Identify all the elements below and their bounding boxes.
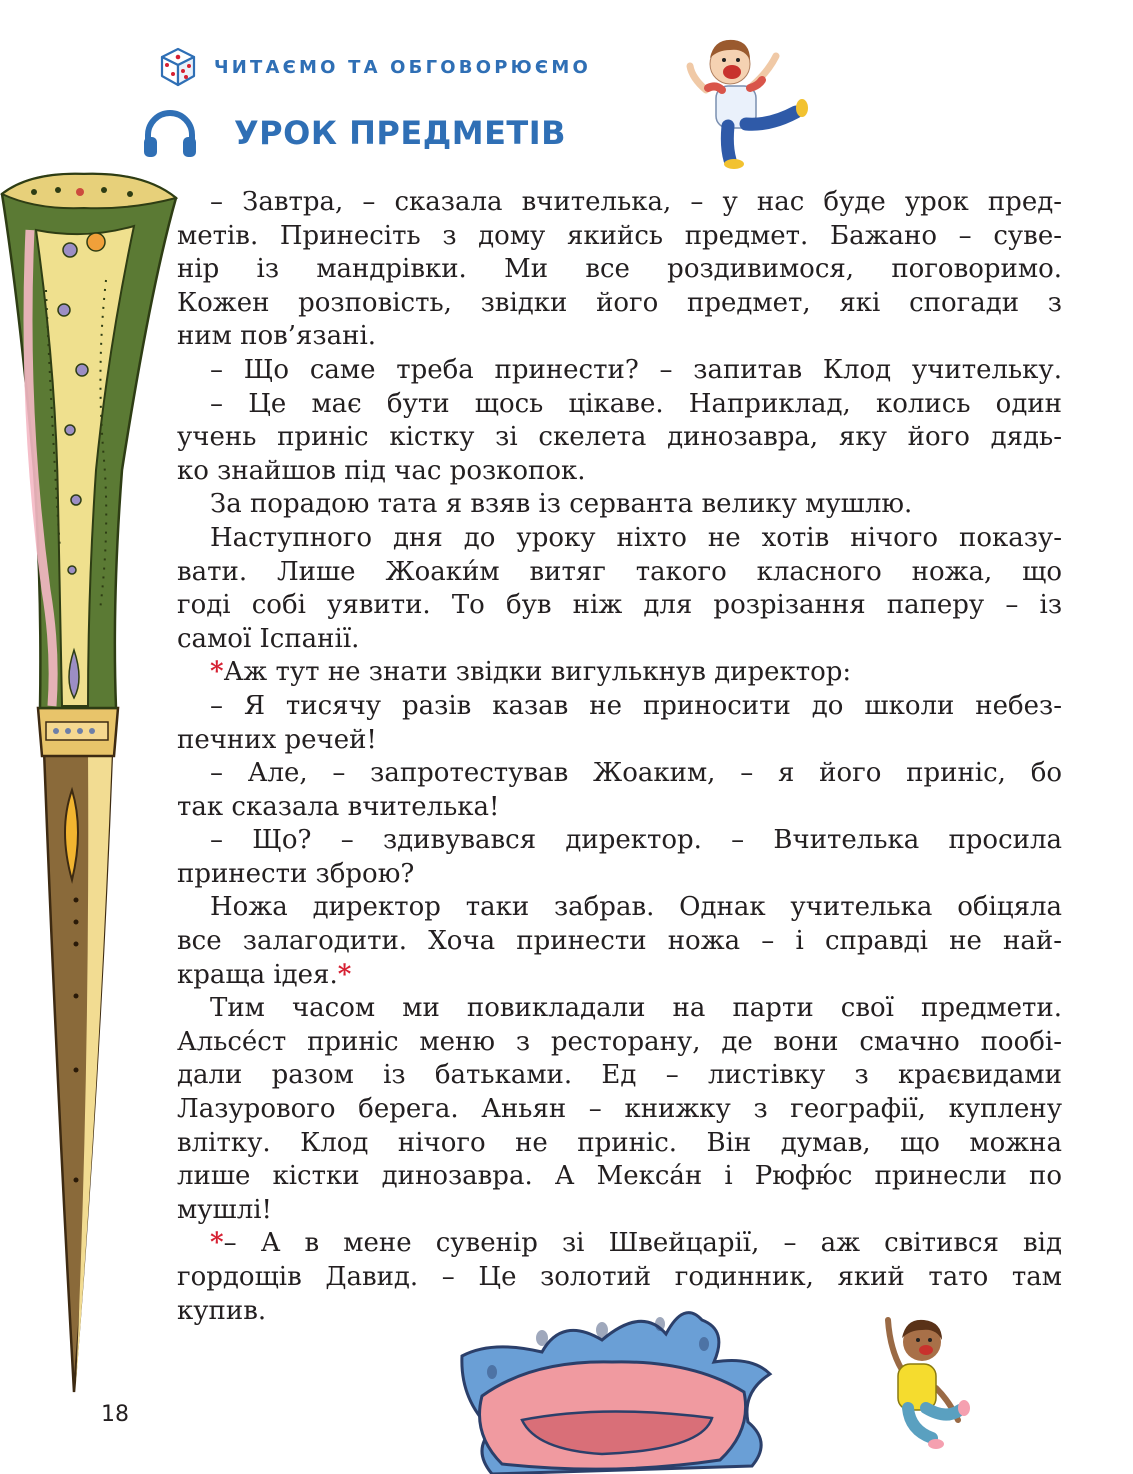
- red-asterisk: *: [210, 657, 224, 688]
- text-line: – Це має бути щось цікаве. Наприклад, колись один: [210, 388, 1062, 419]
- text-line: – Але, – запротестував Жоаким, – я його приніс, бо: [210, 758, 1062, 789]
- text-line: годі собі уявити. То був ніж для розрізання паперу – із: [177, 590, 1062, 621]
- boy-in-yellow-jumping: [880, 1310, 972, 1460]
- lesson-title: УРОК ПРЕДМЕТІВ: [234, 114, 567, 152]
- text-line: все залагодити. Хоча принести ножа – і справді не най-: [177, 926, 1062, 957]
- text-line: самої Іспанії.: [177, 623, 360, 654]
- text-line: учень приніс кістку зі скелета динозавра, яку його дядь-: [177, 422, 1062, 453]
- dice-icon: [158, 46, 198, 88]
- story-text: [177, 186, 1062, 1328]
- red-asterisk: *: [210, 1228, 224, 1259]
- text-line: Кожен розповість, звідки його предмет, які спогади з: [177, 287, 1062, 318]
- letter-opener-knife: [0, 170, 178, 1400]
- text-line: принести зброю?: [177, 858, 415, 889]
- text-line: ко знайшов під час розкопок.: [177, 455, 586, 486]
- text-line: нір із мандрівки. Ми все роздивимося, поговоримо.: [177, 254, 1062, 285]
- text-line: гордощів Давид. – Це золотий годинник, який тато там: [177, 1262, 1062, 1292]
- section-header: [158, 45, 591, 89]
- text-line: мушлі!: [177, 1194, 272, 1225]
- section-label: ЧИТАЄМО ТА ОБГОВОРЮЄМО: [214, 56, 591, 78]
- text-line: – Завтра, – сказала вчителька, – у нас буде урок пред-: [210, 187, 1062, 217]
- text-line: За порадою тата я взяв із серванта велику мушлю.: [210, 489, 913, 520]
- text-line: дали разом із батьками. Ед – листівку з краєвидами: [177, 1060, 1062, 1091]
- text-line: вати. Лише Жоаки́м витяг такого класного ножа, що: [177, 556, 1062, 587]
- page-number: 18: [101, 1402, 129, 1427]
- red-asterisk: *: [337, 959, 352, 990]
- text-line: [177, 656, 1062, 690]
- boy-jumping: [678, 28, 816, 170]
- text-line: – Що? – здивувався директор. – Вчителька просила: [210, 825, 1062, 856]
- text-line: [177, 959, 1062, 993]
- text-line-content: Аж тут не знати звідки вигулькнув директор:: [223, 657, 852, 688]
- text-line: Лазурового берега. Аньян – книжку з географії, куплену: [177, 1094, 1062, 1125]
- text-line: метів. Принесіть з дому якийсь предмет. Бажано – суве-: [177, 220, 1062, 251]
- text-line: Альсе́ст приніс меню з ресторану, де вони смачно пообі-: [177, 1026, 1062, 1057]
- text-line: купив.: [177, 1295, 267, 1326]
- text-line: [177, 1227, 1062, 1261]
- headphones-icon: [142, 107, 198, 159]
- text-line: так сказала вчителька!: [177, 791, 500, 822]
- text-line: – Що саме треба принести? – запитав Клод учительку.: [210, 354, 1062, 385]
- lesson-title-row: [142, 106, 566, 160]
- text-line-content: – А в мене сувенір зі Швейцарії, – аж світився від: [223, 1228, 1062, 1259]
- text-line: Наступного дня до уроку ніхто не хотів нічого показу-: [210, 522, 1062, 553]
- text-line: – Я тисячу разів казав не приносити до школи небез-: [210, 690, 1062, 721]
- text-line: Тим часом ми повикладали на парти свої предмети.: [210, 993, 1062, 1024]
- seashell: [452, 1300, 812, 1474]
- text-line: лише кістки динозавра. А Мекса́н і Рюфю́с принесли по: [177, 1161, 1062, 1192]
- text-line: печних речей!: [177, 724, 377, 755]
- text-line: ним пов’язані.: [177, 321, 377, 352]
- text-line: влітку. Клод нічого не приніс. Він думав, що можна: [177, 1127, 1062, 1158]
- text-line: Ножа директор таки забрав. Однак учителька обіцяла: [210, 892, 1062, 923]
- text-line-content: краща ідея.: [177, 959, 338, 990]
